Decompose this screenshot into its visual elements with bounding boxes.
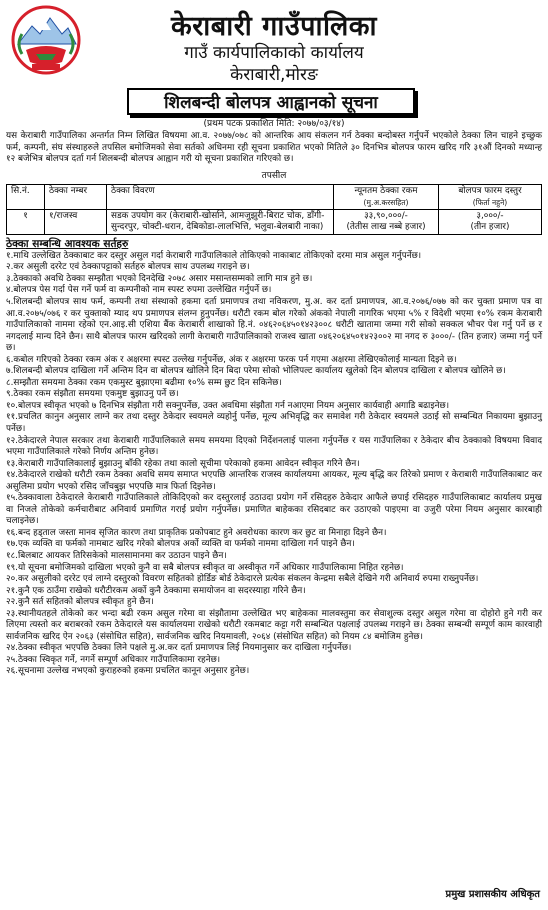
term-item: १६.बन्द हड्ताल जस्ता मानव सृजित कारण तथा प्राकृतिक प्रकोपबाट हुने अवरोधका कारण कर छुट वा मिनाहा दिइने छैन।	[6, 527, 387, 538]
cell-fee-words: (तीन हजार)	[470, 221, 510, 232]
term-item: १४.ठेकेदारले राखेको धरौटी रकम ठेक्का अवधि समय समाप्त भएपछि आन्तरिक राजस्व कार्यालयमा आयकर, मूल्य बृद्धि कर तिरेको प्रमाण र केराबारी गाउँपालिकाबाट कर असुलिमा प्रयोग भएको रसिद जाँचबुझ भएपछि मात्र फिर्ता दिइनेछ।	[6, 470, 542, 492]
col-form-fee-sub: (फिर्ता नहुने)	[472, 197, 508, 207]
terms-title: ठेक्का सम्बन्धि आवश्यक सर्तहरु	[6, 237, 129, 250]
publication-date: (प्रथम पटक प्रकाशित मिति: २०७७/०३/१४)	[203, 119, 345, 129]
cell-sn: १	[7, 209, 45, 234]
term-item: १२.ठेकेदारले नेपाल सरकार तथा केराबारी गाउँपालिकाले समय समयमा दिएको निर्देशनलाई पालना गर्नुपर्नेछ र यस गाउँपालिका र ठेकेदार बीच ठेक्काको विषयमा विवाद भएमा गाउँपालिकाले गरेको निर्णय अन्तिम हुनेछ।	[6, 435, 542, 458]
term-item: १९.यो सूचना बमोजिमको दाखिला भएको कुनै वा सबै बोलपत्र स्वीकृत वा अस्वीकृत गर्ने अधिकार गाउँपालिकामा निहित रहनेछ।	[6, 562, 404, 573]
intro-paragraph: यस केराबारी गाउँपालिका अन्तर्गत निम्न लिखित विषयमा आ.व. २०७७/०७८ को आन्तरिक आय संकलन गर्न ठेक्का बन्दोबस्त गर्नुपर्ने भएकोले ठेक्का लिन चाहने इच्छुक फर्म, कम्पनी, संघ संस्थाहरुले तपसिल बमोजिमको सेवा सर्तको अधिनमा रही सूचना प्रकाशित भएको मितिले ३० दिनभित्र बोलपत्र फारम खरिद गरि ३१औं दिनको मध्यान्ह १२ बजेभित्र बोलपत्र दर्ता गर्न शिलबन्दी बोलपत्र आह्वान गरी यो सूचना प्रकाशित गरिएको छ।	[6, 131, 542, 165]
cell-fee-figure: ३,०००/-	[476, 210, 504, 221]
term-item: १७.एक व्यक्ति वा फर्मको नामबाट खरिद गरेको बोलपत्र अर्को व्यक्ति वा फर्मको नाममा दाखिला गर्न पाइने छैन।	[6, 539, 355, 550]
cell-amount-words: (तेतीस लाख नब्बे हजार)	[346, 221, 426, 232]
cell-description: सडक उपयोग कर (केराबारी-खोर्साने, आमजुझुरी-बिराट चोक, डाँगी-सुन्दरपुर, चोक्टी-धरान, देबिकोडा-लालभित्ति, भलुवा-बेलबारी नाका)	[107, 209, 334, 234]
cell-fee	[439, 209, 542, 234]
term-item: ५.शिलबन्दी बोलपत्र साथ फर्म, कम्पनी तथा संस्थाको हकमा दर्ता प्रमाणपत्र तथा नविकरण, मु.अ. कर दर्ता प्रमाणपत्र, आ.व.२०७६/०७७ को कर चुक्ता प्रमाण पत्र वा आ.व.२०७५/०७६ र कर चुक्ताको म्याद थप प्रमाणपत्र संलग्न हुनुपर्नेछ। धरौटी रकम बोल गरेको अंकको नेपाली नागरिक भएमा ५% र विदेशी भएमा १०% रकम केराबारी गाउँपालिकाको नाममा रहेको एन.आइ.सी एशिया बैंक केराबारी शाखाको हि.नं. ०४६२०६४५०१४२३००८ धरौटी खातामा जम्मा गरी सोको सक्कल भौचर पेश गर्नु पर्ने छ र नगदलाई मान्य दिने छैन। साथै बोलपत्र फारम खरिदको लागी केराबारी गाउँपालिकाको राजश्व खाता ०४६२०६४५०१४२३००२ मा नगद रु ३०००/- (तिन हजार) जम्मा गर्नु पर्ने छ।	[6, 296, 542, 354]
term-item: २२.कुनै सर्त सहितको बोलपत्र स्वीकृत हुने छैन।	[6, 597, 154, 608]
col-description: ठेक्का विवरण	[107, 184, 334, 209]
term-item: ७.शिलबन्दी बोलपत्र दाखिला गर्ने अन्तिम दिन वा बोलपत्र खोलिने दिन बिदा परेमा सोको भोलिपल्ट कार्यालय खुलेको दिन बोलपत्र दाखिला र बोलपत्र खोलिने छ।	[6, 366, 506, 377]
table-header-row	[7, 184, 542, 209]
col-min-amount-sub: (मु.अ.करसहित)	[363, 197, 409, 207]
term-item: १८.बिलबाट आयकर तिरिसकेको मालसामानमा कर उठाउन पाइने छैन।	[6, 551, 227, 561]
office-title: गाउँ कार्यपालिकाको कार्यालय	[184, 43, 364, 63]
term-item: १५.ठेक्कावाला ठेकेदारले केराबारी गाउँपालिकाले तोकिदिएको कर दस्तुरलाई उठाउदा प्रयोग गर्ने रसिदहरु ठेकेदार आफैले छपाई रसिदहरु गाउँपालिकाबाट कार्यालय प्रमुख वा निजले तोकेको कर्मचारीबाट अनिवार्य प्रमाणित गराई प्रयोग गर्नुपर्नेछ। प्रमाणित बाहेकका रसिदबाट कर उठाएको पाइएमा वा उजुरी परेमा नियम अनुसार कारबाही चलाइनेछ।	[6, 493, 542, 527]
term-item: २१.कुनै एक ठाउँमा राखेको धरौटीरकम अर्को कुनै ठेक्कामा समायोजन वा सदरस्याहा गरिने छैन।	[6, 585, 306, 596]
cell-amount	[334, 209, 439, 234]
term-item: २५.ठेक्का स्विकृत गर्ने, नगर्ने सम्पूर्ण अधिकार गाउँपालिकामा रहनेछ।	[6, 654, 221, 665]
term-item: १.माथि उल्लेखित ठेक्काबाट कर दस्तुर असुल गर्दा केराबारी गाउँपालिकाले तोकिएको नाकाबाट तोकिएको दरमा मात्र असुल गर्नुपर्नेछ।	[6, 250, 422, 261]
schedule-label: तपसील	[261, 170, 287, 181]
notice-title: शिलबन्दी बोलपत्र आह्वानको सूचना	[127, 88, 415, 115]
term-item: २६.सूचनामा उल्लेख नभएको कुराहरुको हकमा प्रचलित कानून अनुसार हुनेछ।	[6, 666, 250, 677]
notice-body	[6, 119, 542, 678]
col-form-fee	[439, 184, 542, 209]
table-row	[7, 209, 542, 234]
term-item: ११.प्रचलित कानुन अनुसार लाग्ने कर तथा दस्तुर ठेकेदार स्वयमले व्यहोर्नु पर्नेछ, मूल्य अभिवृद्धि कर समावेश गरी ठेकेदार स्वयमले उठाई सो सम्बन्धित निकायमा बुझाउनु पर्नेछ।	[6, 412, 542, 434]
term-item: २३.स्थानीयतहले तोकेको कर भन्दा बढी रकम असुल गरेमा वा संझौतामा उल्लेखित भए बाहेकका मालवस्तुमा कर सेवाशुल्क दस्तुर असुल गरेमा वा दोहोरो हुने गरी कर लिएमा त्यस्तो कर बराबरको रकम ठेकेदारले यस कार्यालयमा राखेको धरौटी रकमबाट कट्टा गरी सम्बन्धित पक्षलाई उपलब्ध गराइने छ। ठेक्का सम्बन्धी सम्पूर्ण काम कारवाही सार्वजनिक खरिद ऐन २०६३ (संसोधित सहित), सार्वजनिक खरिद नियमावली, २०६४ (संसोधित सहित) को नियम ८४ बमोजिम हुनेछ।	[6, 608, 542, 642]
location-title: केराबारी,मोरङ	[230, 65, 318, 85]
municipality-title: केराबारी गाउँपालिका	[171, 11, 377, 42]
terms-list	[6, 251, 542, 678]
cell-amount-figure: ३३,९०,०००/-	[364, 210, 408, 221]
term-item: १०.बोलपत्र स्वीकृत भएको ७ दिनभित्र संझौता गरी सक्नुपर्नेछ, उक्त अवधिमा संझौता गर्न नआएमा नियम अनुसार कार्यवाही अगाडि बढाइनेछ।	[6, 400, 450, 411]
col-min-amount	[334, 184, 439, 209]
col-form-fee-label: बोलपत्र फारम दस्तुर	[458, 185, 522, 196]
notice-header	[0, 0, 548, 118]
col-sn: सि.नं.	[7, 184, 45, 209]
term-item: ९.ठेक्का रकम संझौता समयमा एकमुष्ट बुझाउनु पर्ने छ।	[6, 389, 179, 400]
col-min-amount-label: न्यूनतम ठेक्का रकम	[354, 185, 418, 196]
col-contract-no: ठेक्का नम्बर	[45, 184, 107, 209]
term-item: २.कर असुली दररेट एवं ठेक्कापट्टाको सर्तहरु बोलपत्र साथ उपलब्ध गराइने छ।	[6, 262, 250, 273]
term-item: १३.केराबारी गाउँपालिकालाई बुझाउनु बाँकी रहेका तथा कालो सूचीमा परेकाको हकमा आवेदन स्वीकृत गरिने छैन।	[6, 458, 360, 469]
cell-contract-no: १/राजस्व	[45, 209, 107, 234]
signature-designation: प्रमुख प्रशासकीय अधिकृत	[445, 889, 540, 900]
term-item: ८.सम्झौता समयमा ठेक्का रकम एकमुस्ट बुझाएमा बढीमा १०% सम्म छुट दिन सकिनेछ।	[6, 377, 282, 388]
term-item: २४.ठेक्का स्वीकृत भएपछि ठेक्का लिने पक्षले मु.अ.कर दर्ता प्रमाणपत्र लिई नियमानुसार कर दाखिला गर्नुपर्नेछ।	[6, 643, 352, 654]
term-item: ३.ठेक्काको अवधि ठेक्का सम्झौता भएको दिनदेखि २०७८ असार मसान्तसम्मको लागि मात्र हुने छ।	[6, 273, 313, 284]
term-item: २०.कर असुलीको दररेट एवं लाग्ने दस्तुरको विवरण सहितको होर्डिङ बोर्ड ठेकेदारले प्रत्येक संकलन केन्द्रमा सबैले देखिने गरी अनिवार्य रुपमा राख्नुपर्नेछ।	[6, 574, 479, 585]
term-item: ४.बोलपत्र पेस गर्दा पेस गर्ने फर्म वा कम्पनीको नाम स्पस्ट रुपमा उल्लेखित गर्नुपर्ने छ।	[6, 285, 272, 296]
term-item: ६.कबोल गरिएको ठेक्का रकम अंक र अक्षरमा स्पस्ट उल्लेख गर्नुपर्नेछ, अंक र अक्षरमा फरक पर्न गएमा अक्षरमा लेखिएकोलाई मान्यता दिइने छ।	[6, 354, 457, 365]
contract-table	[6, 184, 542, 235]
